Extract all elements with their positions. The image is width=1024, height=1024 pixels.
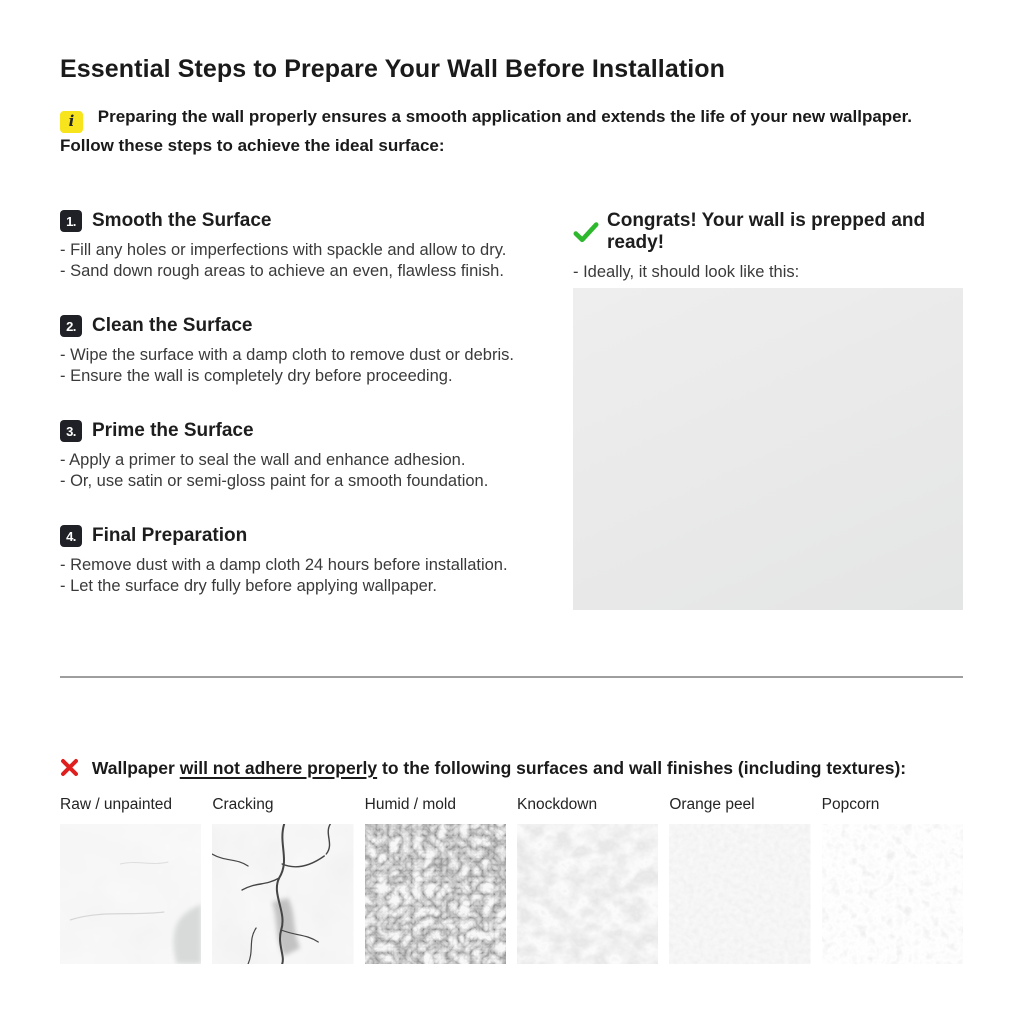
result-title: Congrats! Your wall is prepped and ready! xyxy=(607,210,926,253)
check-icon xyxy=(573,221,599,243)
texture-image-knockdown xyxy=(517,824,658,964)
step-1-line-1: - Fill any holes or imperfections with spackle and allow to dry. xyxy=(60,241,507,259)
intro-line-2: Follow these steps to achieve the ideal surface: xyxy=(60,135,445,155)
step-3-title: Prime the Surface xyxy=(92,420,254,441)
texture-images-row xyxy=(60,824,963,964)
step-3-prime-the-surface xyxy=(60,420,532,491)
result-subtitle: - Ideally, it should look like this: xyxy=(573,263,800,281)
step-4-final-preparation xyxy=(60,525,532,596)
section-divider xyxy=(60,676,963,678)
step-1-line-2: - Sand down rough areas to achieve an even, flawless finish. xyxy=(60,261,504,280)
texture-image-humid-mold xyxy=(365,824,506,964)
texture-label-humid-mold: Humid / mold xyxy=(364,796,456,813)
step-4-number-badge: 4. xyxy=(60,525,82,547)
warning-heading xyxy=(60,756,963,783)
step-4-line-2: - Let the surface dry fully before applying wallpaper. xyxy=(60,576,437,595)
step-3-number-badge: 3. xyxy=(60,420,82,442)
intro-line-1: Preparing the wall properly ensures a smooth application and extends the life of your new wallpaper. xyxy=(97,107,913,126)
texture-label-cracking: Cracking xyxy=(212,796,274,813)
info-icon xyxy=(60,111,83,133)
step-1-heading xyxy=(60,210,532,232)
cross-icon xyxy=(60,758,79,783)
step-1-number-badge: 1. xyxy=(60,210,82,232)
texture-image-raw-unpainted xyxy=(60,824,201,964)
texture-label-knockdown: Knockdown xyxy=(516,796,598,813)
step-3-line-1: - Apply a primer to seal the wall and enhance adhesion. xyxy=(60,451,466,469)
step-4-title: Final Preparation xyxy=(92,525,248,546)
intro-paragraph xyxy=(60,104,968,158)
texture-labels-row xyxy=(60,795,963,814)
steps-column xyxy=(60,210,532,630)
step-1-smooth-the-surface xyxy=(60,210,532,281)
texture-label-orange-peel: Orange peel xyxy=(669,796,755,813)
info-icon-glyph: i xyxy=(68,112,75,130)
step-2-clean-the-surface xyxy=(60,315,532,386)
texture-label-raw-unpainted: Raw / unpainted xyxy=(60,796,173,813)
texture-label-popcorn: Popcorn xyxy=(821,796,880,813)
texture-image-cracking xyxy=(212,824,353,964)
step-1-title: Smooth the Surface xyxy=(92,210,272,231)
warning-section xyxy=(60,756,963,964)
page-title: Essential Steps to Prepare Your Wall Before Installation xyxy=(60,55,726,83)
warning-suffix: to the following surfaces and wall finishes (including textures): xyxy=(382,758,907,778)
step-2-line-1: - Wipe the surface with a damp cloth to remove dust or debris. xyxy=(60,346,514,364)
texture-image-popcorn xyxy=(822,824,963,964)
step-4-heading xyxy=(60,525,532,547)
step-2-title: Clean the Surface xyxy=(92,315,253,336)
prepped-wall-image xyxy=(573,288,963,610)
result-heading xyxy=(573,210,963,254)
step-2-line-2: - Ensure the wall is completely dry before proceeding. xyxy=(60,366,453,385)
result-column xyxy=(573,210,963,610)
warning-emphasis: will not adhere properly xyxy=(179,758,378,778)
warning-prefix: Wallpaper xyxy=(91,758,175,778)
step-2-number-badge: 2. xyxy=(60,315,82,337)
step-2-heading xyxy=(60,315,532,337)
step-4-line-1: - Remove dust with a damp cloth 24 hours before installation. xyxy=(60,556,508,574)
step-3-heading xyxy=(60,420,532,442)
step-3-line-2: - Or, use satin or semi-gloss paint for a smooth foundation. xyxy=(60,471,489,490)
texture-image-orange-peel xyxy=(669,824,810,964)
